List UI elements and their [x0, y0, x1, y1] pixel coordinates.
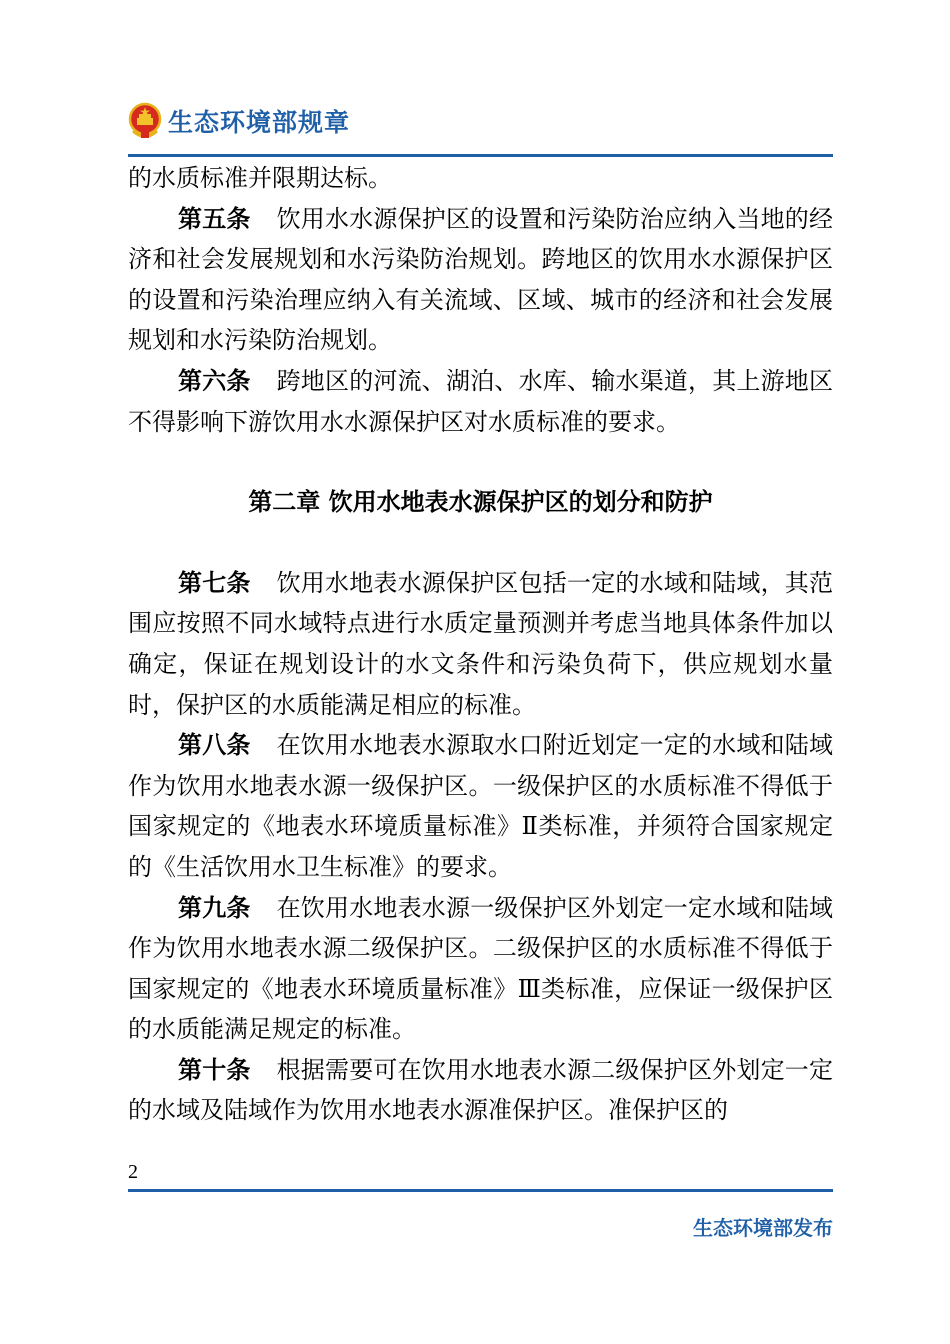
article-10 — [128, 1050, 833, 1131]
article-label: 第六条 — [178, 366, 251, 395]
article-label: 第八条 — [178, 731, 251, 760]
footer-publisher: 生态环境部发布 — [693, 1216, 833, 1240]
chapter-heading: 第二章 饮用水地表水源保护区的划分和防护 — [248, 488, 713, 517]
header-divider — [128, 154, 833, 157]
article-text: 饮用水地表水源保护区包括一定的水域和陆域，其范围应按照不同水域特点进行水质定量预测并考虑当地具体条件加以确定，保证在规划设计的水文条件和污染负荷下，供应规划水量时，保护区的水质能满足相应的标准。 — [128, 568, 834, 719]
header-title: 生态环境部规章 — [168, 108, 351, 137]
article-7 — [128, 563, 833, 725]
article-label: 第七条 — [178, 568, 251, 597]
article-text: 在饮用水地表水源取水口附近划定一定的水域和陆域作为饮用水地表水源一级保护区。一级保护区的水质标准不得低于国家规定的《地表水环境质量标准》Ⅱ类标准，并须符合国家规定的《生活饮用水卫生标准》的要求。 — [128, 731, 834, 881]
paragraph-text: 的水质标准并限期达标。 — [128, 164, 392, 192]
article-6 — [128, 361, 833, 442]
article-text: 在饮用水地表水源一级保护区外划定一定水域和陆域作为饮用水地表水源二级保护区。二级保护区的水质标准不得低于国家规定的《地表水环境质量标准》Ⅲ类标准，应保证一级保护区的水质能满足规定的标准。 — [128, 893, 834, 1044]
article-text: 饮用水水源保护区的设置和污染防治应纳入当地的经济和社会发展规划和水污染防治规划。跨地区的饮用水水源保护区的设置和污染治理应纳入有关流域、区域、城市的经济和社会发展规划和水污染防治规划。 — [128, 204, 834, 355]
article-9 — [128, 888, 833, 1050]
article-label: 第十条 — [178, 1055, 251, 1084]
document-body — [128, 158, 833, 1131]
paragraph-continuation — [128, 158, 833, 199]
article-text: 根据需要可在饮用水地表水源二级保护区外划定一定的水域及陆域作为饮用水地表水源准保护区。准保护区的 — [128, 1055, 834, 1125]
article-label: 第九条 — [178, 893, 251, 922]
page-number: 2 — [128, 1161, 138, 1183]
article-8 — [128, 725, 833, 887]
article-5 — [128, 199, 833, 361]
article-label: 第五条 — [178, 204, 251, 233]
footer-divider — [128, 1189, 833, 1192]
national-emblem-icon — [128, 102, 162, 140]
article-text: 跨地区的河流、湖泊、水库、输水渠道，其上游地区不得影响下游饮用水水源保护区对水质标准的要求。 — [128, 366, 834, 436]
page-header — [128, 96, 350, 146]
